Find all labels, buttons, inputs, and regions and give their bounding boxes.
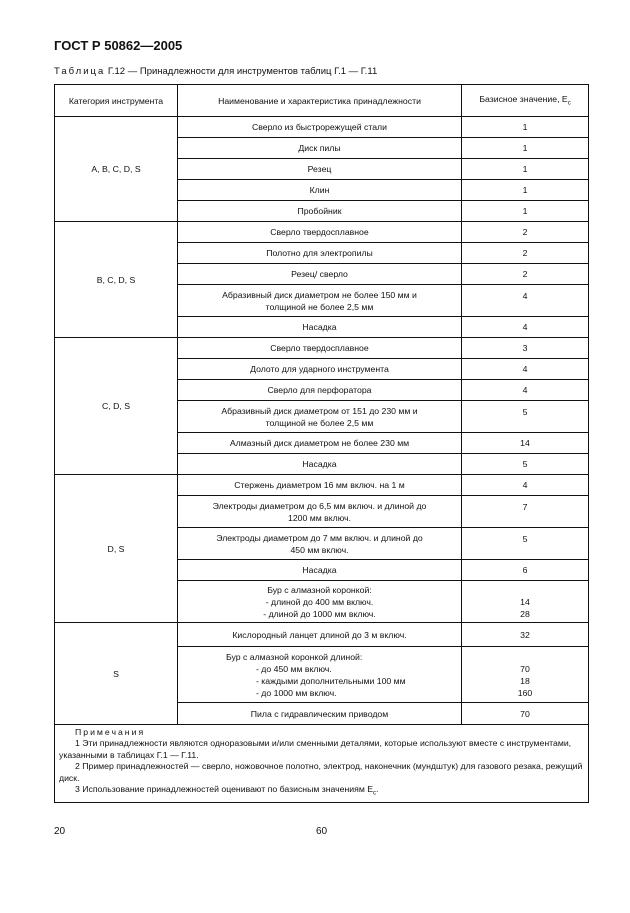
- value-cell: 14 28: [462, 581, 589, 623]
- value-cell: 2: [462, 243, 589, 264]
- accessory-cell: Насадка: [178, 317, 462, 338]
- accessory-cell: Диск пилы: [178, 138, 462, 159]
- accessories-table: [54, 84, 589, 803]
- value-cell: 14: [462, 433, 589, 454]
- value-cell: 2: [462, 264, 589, 285]
- table-header-row: [55, 85, 589, 117]
- accessory-cell: Насадка: [178, 454, 462, 475]
- value-cell: 5: [462, 401, 589, 433]
- page-number-left: 20: [54, 826, 66, 837]
- accessory-cell: Сверло твердосплавное: [178, 338, 462, 359]
- table-row: [55, 222, 589, 243]
- accessory-cell: Резец/ сверло: [178, 264, 462, 285]
- table-caption-text: Г.12 — Принадлежности для инструментов таблиц Г.1 — Г.11: [107, 66, 378, 77]
- category-cell: C, D, S: [55, 338, 178, 475]
- value-cell: 4: [462, 317, 589, 338]
- accessory-cell: Клин: [178, 180, 462, 201]
- accessory-cell: Пила с гидравлическим приводом: [178, 703, 462, 725]
- value-cell: 32: [462, 623, 589, 647]
- header-base-value: Базисное значение, $E_c$: [462, 85, 589, 117]
- notes-row: [55, 725, 589, 803]
- category-cell: A, B, C, D, S: [55, 117, 178, 222]
- value-cell: 6: [462, 560, 589, 581]
- accessory-cell: Сверло для перфоратора: [178, 380, 462, 401]
- category-cell: S: [55, 623, 178, 725]
- accessory-cell: Полотно для электропилы: [178, 243, 462, 264]
- header-category: Категория инструмента: [55, 85, 178, 117]
- value-cell: 5: [462, 528, 589, 560]
- value-cell: 4: [462, 359, 589, 380]
- header-accessory: Наименование и характеристика принадлежности: [178, 85, 462, 117]
- table-caption: [54, 66, 377, 77]
- table-row: [55, 338, 589, 359]
- value-cell: 4: [462, 285, 589, 317]
- accessory-cell: Сверло из быстрорежущей стали: [178, 117, 462, 138]
- accessory-cell: Долото для ударного инструмента: [178, 359, 462, 380]
- document-title: ГОСТ Р 50862—2005: [54, 38, 183, 53]
- value-cell: 1: [462, 180, 589, 201]
- value-cell: 3: [462, 338, 589, 359]
- value-cell: 1: [462, 201, 589, 222]
- table-caption-word: Таблица: [54, 66, 106, 77]
- table-row: [55, 117, 589, 138]
- value-cell: 4: [462, 380, 589, 401]
- value-cell: 4: [462, 475, 589, 496]
- category-cell: B, C, D, S: [55, 222, 178, 338]
- accessory-cell: Электроды диаметром до 6,5 мм включ. и длиной до 1200 мм включ.: [178, 496, 462, 528]
- note-2: 2 Пример принадлежностей — сверло, ножовочное полотно, электрод, наконечник (мундштук) для газового резака, режущий диск.: [59, 761, 583, 783]
- table-row: [55, 623, 589, 647]
- value-cell: 7: [462, 496, 589, 528]
- accessory-cell: Кислородный ланцет длиной до 3 м включ.: [178, 623, 462, 647]
- accessory-cell: Электроды диаметром до 7 мм включ. и длиной до 450 мм включ.: [178, 528, 462, 560]
- note-1: 1 Эти принадлежности являются одноразовыми и/или сменными деталями, которые используют вместе с инструментами, указанными в таблицах Г.1 — Г.11.: [59, 738, 572, 760]
- value-cell: 2: [462, 222, 589, 243]
- value-cell: 1: [462, 117, 589, 138]
- table-row: [55, 475, 589, 496]
- accessory-cell: Пробойник: [178, 201, 462, 222]
- accessory-cell: Сверло твердосплавное: [178, 222, 462, 243]
- notes-cell: [55, 725, 589, 803]
- accessory-cell: Бур с алмазной коронкой длиной: - до 450 мм включ. - каждыми дополнительными 100 мм - до 1000 мм включ.: [178, 647, 462, 703]
- value-cell: 70: [462, 703, 589, 725]
- value-cell: 5: [462, 454, 589, 475]
- accessory-cell: Абразивный диск диаметром от 151 до 230 мм и толщиной не более 2,5 мм: [178, 401, 462, 433]
- accessory-cell: Бур с алмазной коронкой: - длиной до 400 мм включ. - длиной до 1000 мм включ.: [178, 581, 462, 623]
- notes-heading: Примечания: [75, 726, 146, 737]
- accessory-cell: Абразивный диск диаметром не более 150 мм и толщиной не более 2,5 мм: [178, 285, 462, 317]
- accessory-cell: Резец: [178, 159, 462, 180]
- accessory-cell: Алмазный диск диаметром не более 230 мм: [178, 433, 462, 454]
- value-cell: 1: [462, 138, 589, 159]
- page-number-center: 60: [316, 826, 328, 837]
- accessory-cell: Насадка: [178, 560, 462, 581]
- value-cell: 1: [462, 159, 589, 180]
- value-cell: 70 18 160: [462, 647, 589, 703]
- category-cell: D, S: [55, 475, 178, 623]
- accessory-cell: Стержень диаметром 16 мм включ. на 1 м: [178, 475, 462, 496]
- note-3: 3 Использование принадлежностей оценивают по базисным значениям $E_c$.: [75, 784, 379, 797]
